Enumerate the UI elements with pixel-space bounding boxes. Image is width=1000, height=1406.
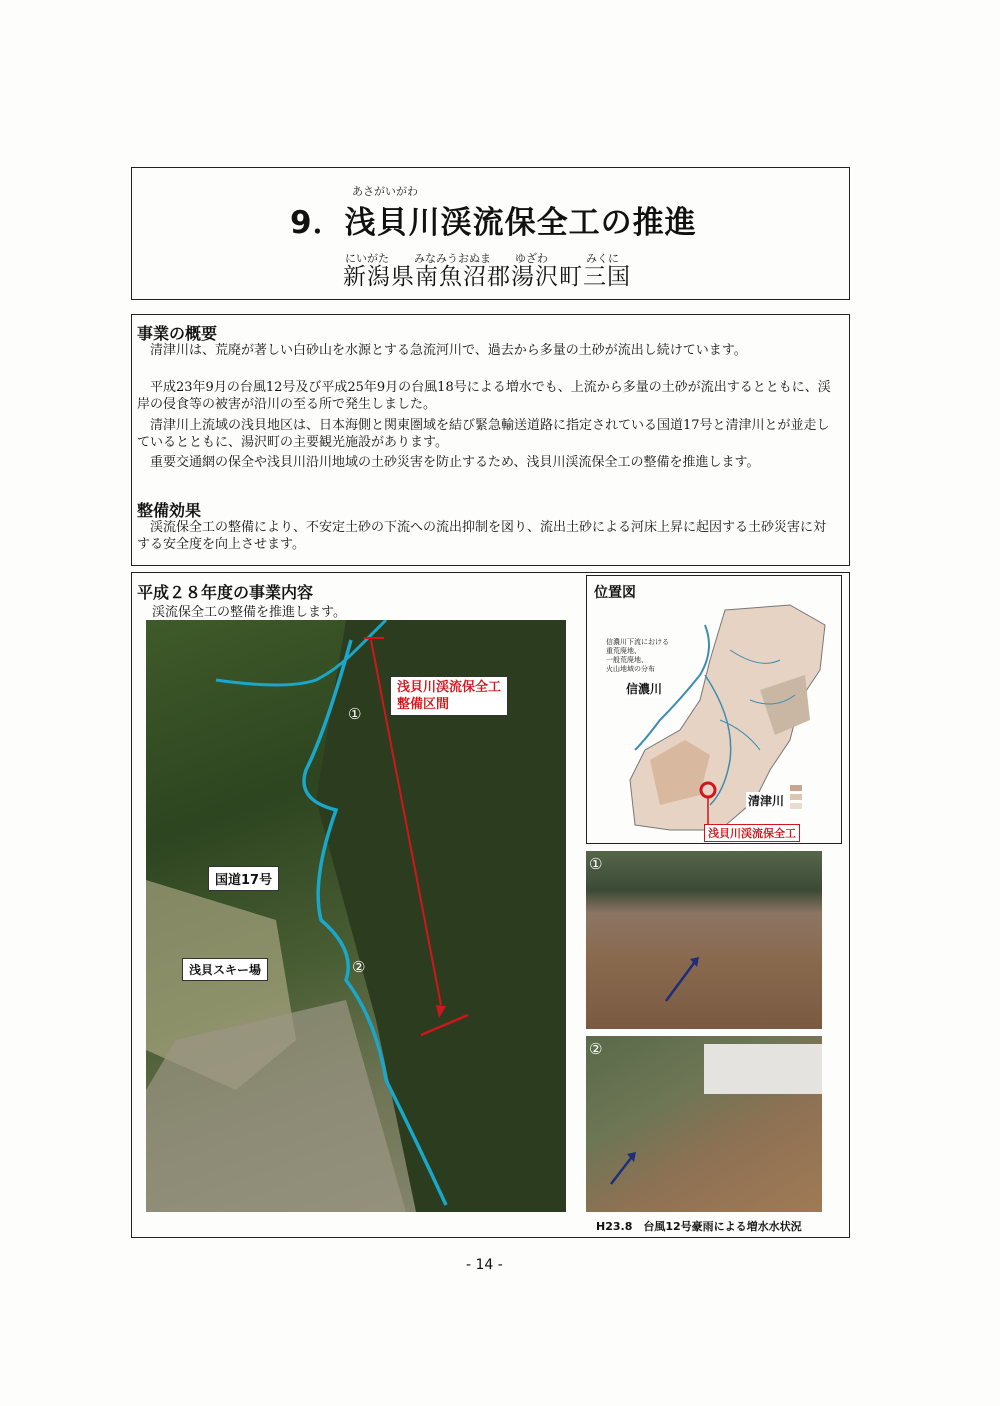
aerial-photo xyxy=(146,620,566,1212)
location-map-heading: 位置図 xyxy=(594,585,636,601)
aerial-marker-1: ① xyxy=(348,705,362,723)
flood-photo-2 xyxy=(586,1036,822,1212)
flood-photo-2-number: ② xyxy=(589,1040,603,1058)
road-label: 国道17号 xyxy=(208,866,279,891)
flood-photo-1-arrow xyxy=(586,851,822,1029)
location-ruby-1: にいがた xyxy=(345,252,389,265)
overview-heading: 事業の概要 xyxy=(137,324,218,343)
target-label: 浅貝川渓流保全工 xyxy=(704,824,800,842)
location-map-graphic xyxy=(590,580,840,840)
section-label: 浅貝川渓流保全工 整備区間 xyxy=(390,676,508,716)
legend-swatch-2 xyxy=(790,794,802,800)
location-text: 新潟県南魚沼郡湯沢町三国 xyxy=(343,264,631,290)
flood-photo-1-number: ① xyxy=(589,855,603,873)
overview-paragraph-1: 清津川は、荒廃が著しい白砂山を水源とする急流河川で、過去から多量の土砂が流出し続けています。 xyxy=(150,343,747,358)
overview-paragraph-3: 清津川上流域の浅貝地区は、日本海側と関東圏域を結び緊急輸送道路に指定されている国道17号と清津川とが並走しているとともに、湯沢町の主要観光施設があります。 xyxy=(137,418,830,450)
shinano-label: 信濃川 xyxy=(626,682,663,696)
flood-photo-1 xyxy=(586,851,822,1029)
ski-label: 浅貝スキー場 xyxy=(182,958,268,981)
effect-heading: 整備効果 xyxy=(137,501,202,520)
legend-swatch-3 xyxy=(790,803,802,809)
overview-paragraph-4: 重要交通網の保全や浅貝川沿川地域の土砂災害を防止するため、浅貝川渓流保全工の整備を推進します。 xyxy=(150,455,760,470)
location-ruby-4: みくに xyxy=(586,252,619,265)
legend-swatch-1 xyxy=(790,785,802,791)
plan-heading: 平成２８年度の事業内容 xyxy=(137,583,314,602)
kiyotsu-label: 清津川 xyxy=(748,794,785,808)
photo-caption: H23.8 台風12号豪雨による増水水状況 xyxy=(596,1220,802,1233)
flood-photo-2-arrow xyxy=(586,1036,822,1212)
location-ruby-3: ゆざわ xyxy=(515,252,548,265)
title-ruby: あさがいがわ xyxy=(352,185,418,198)
location-ruby-2: みなみうおぬま xyxy=(414,252,491,265)
location-map-note: 信濃川下流における 重荒廃地、 一般荒廃地、 火山地域の分布 xyxy=(606,638,669,673)
plan-subtext: 渓流保全工の整備を推進します。 xyxy=(152,605,346,620)
aerial-marker-2: ② xyxy=(352,958,366,976)
effect-paragraph: 渓流保全工の整備により、不安定土砂の下流への流出抑制を図り、流出土砂による河床上昇に起因する土砂災害に対する安全度を向上させます。 xyxy=(137,520,827,552)
page-number: - 14 - xyxy=(466,1257,503,1273)
overview-paragraph-2: 平成23年9月の台風12号及び平成25年9月の台風18号による増水でも、上流から多量の土砂が流出するとともに、渓岸の侵食等の被害が沿川の至る所で発生しました。 xyxy=(137,380,831,412)
page-title: 9．浅貝川渓流保全工の推進 xyxy=(290,205,697,241)
